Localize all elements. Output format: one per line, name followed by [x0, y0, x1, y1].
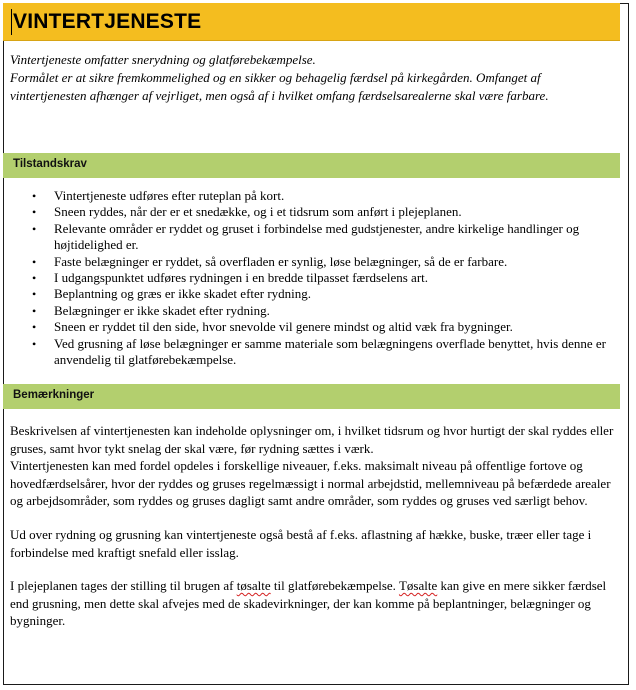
remarks-block: [10, 422, 617, 630]
list-item: • Ved grusning af løse belægninger er samme materiale som belægningens overflade benyttet, hvis denne er anvendelig til glatførebekæmpelse.: [32, 336, 607, 369]
text-run: kan give en mere sikker færdsel end grusning, men dette skal afvejes med de skadevirkninger, der kan komme på beplantninger, belægninger og bygninger.: [10, 578, 607, 629]
section-heading: Tilstandskrav: [13, 158, 87, 170]
intro-line-1: Vintertjeneste omfatter snerydning og glatførebekæmpelse.: [10, 52, 316, 67]
remarks-paragraph-1: Beskrivelsen af vintertjenesten kan indeholde oplysninger om, i hvilket tidsrum og hvor hurtigt der skal ryddes eller gruses, samt hvor tykt snelag der skal være, før rydning sættes i værk.: [10, 423, 614, 456]
spellcheck-word: tøsalte: [236, 578, 271, 594]
list-item: • Relevante områder er ryddet og gruset i forbindelse med gudstjenester, andre kirkelige handlinger og højtidelighed er.: [32, 221, 607, 254]
remarks-paragraph-3: Ud over rydning og grusning kan vintertjeneste også bestå af f.eks. aflastning af hække, buske, træer eller tage i forbindelse med kraftigt snefald eller isslag.: [10, 526, 592, 560]
title-bar: [3, 3, 620, 41]
intro-line-2: Formålet er at sikre fremkommelighed og en sikker og behagelig færdsel på kirkegården. Omfanget af vintertjenesten afhænger af vejrliget, men også af i hvilket omfang færdselsarealerne skal være farbare.: [10, 70, 549, 103]
list-item: • I udgangspunktet udføres rydningen i en bredde tilpasset færdselens art.: [32, 270, 607, 286]
list-item: • Vintertjeneste udføres efter ruteplan på kort.: [32, 188, 607, 204]
text-run: til glatførebekæmpelse.: [270, 578, 399, 594]
page-title: VINTERTJENESTE: [13, 10, 202, 33]
section-heading: Bemærkninger: [13, 389, 95, 401]
remarks-paragraph-2: Vintertjenesten kan med fordel opdeles i forskellige niveauer, f.eks. maksimalt niveau på offentlige fortove og hovedfærdselsårer, hvor der ryddes og gruses regelmæssigt i normal arbejdstid, mellemniveau på befærdede arealer og arbejdsområder, som ryddes og gruses dagligt samt andre områder, som ryddes og gruses ved særligt behov.: [10, 458, 611, 509]
text-run: I plejeplanen tages der stilling til brugen af: [10, 578, 237, 594]
intro-block: [10, 51, 615, 105]
tilstandskrav-list: [32, 188, 607, 368]
list-item: • Belægninger er ikke skadet efter rydning.: [32, 303, 607, 319]
remarks-paragraph-4: [10, 577, 617, 630]
list-item: • Beplantning og græs er ikke skadet efter rydning.: [32, 286, 607, 302]
list-item: • Faste belægninger er ryddet, så overfladen er synlig, løse belægninger, så de er farbare.: [32, 254, 607, 270]
list-item: • Sneen ryddes, når der er et snedække, og i et tidsrum som anført i plejeplanen.: [32, 204, 607, 220]
list-item: • Sneen er ryddet til den side, hvor snevolde vil genere mindst og altid væk fra bygninger.: [32, 319, 607, 335]
spellcheck-word: Tøsalte: [398, 578, 438, 594]
section-header-bemaerkninger: [3, 384, 620, 409]
section-header-tilstandskrav: [3, 153, 620, 178]
